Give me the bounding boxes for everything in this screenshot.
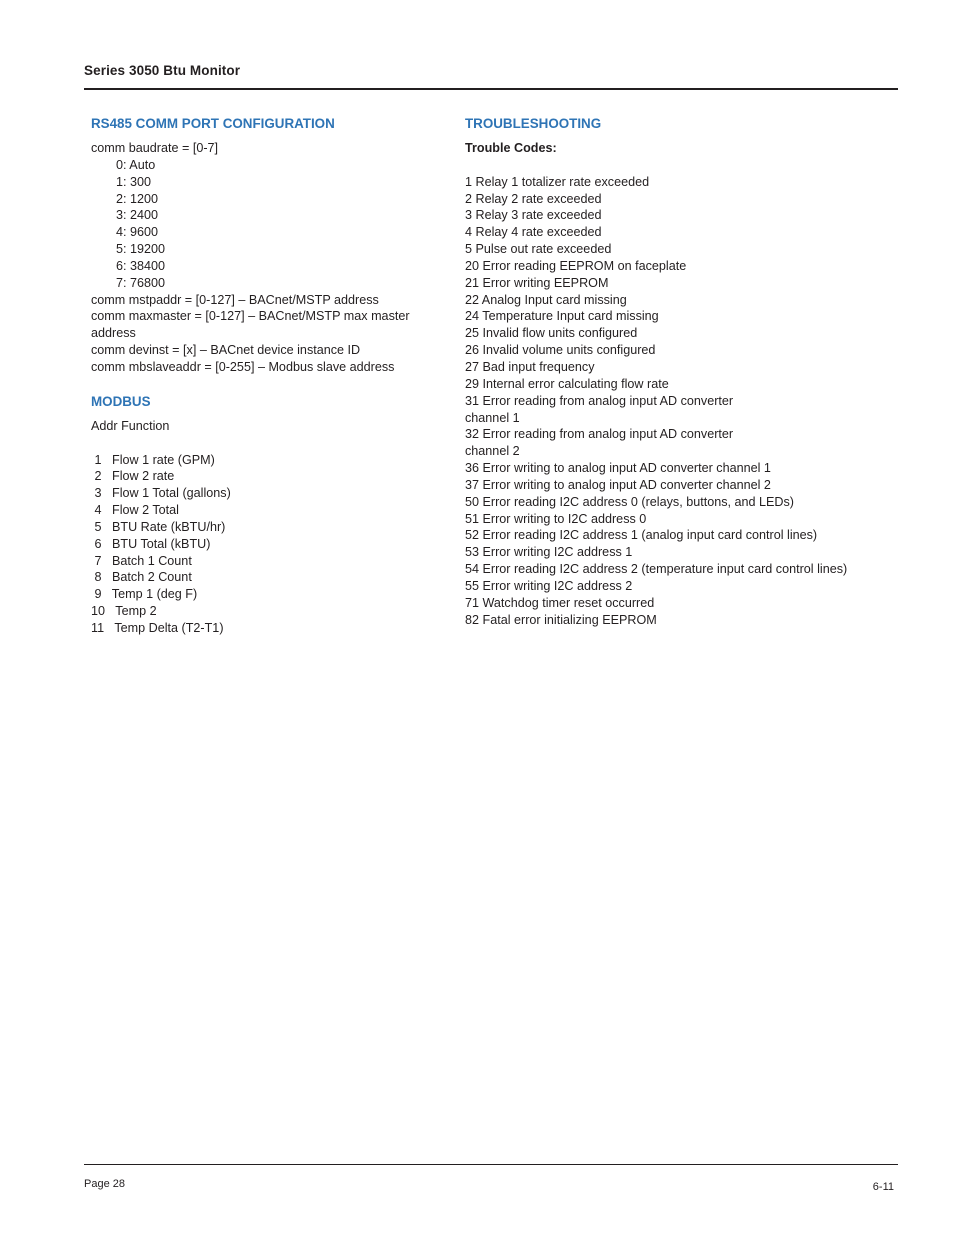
baud-option: 5: 19200 xyxy=(116,242,166,257)
modbus-row: 4 Flow 2 Total xyxy=(91,503,179,518)
trouble-code: 31 Error reading from analog input AD converter channel 1 xyxy=(465,393,734,425)
troubleshooting-heading: TROUBLESHOOTING xyxy=(465,116,602,131)
trouble-code: 54 Error reading I2C address 2 (temperature input card control lines) xyxy=(465,562,848,577)
trouble-code: 36 Error writing to analog input AD converter channel 1 xyxy=(465,461,771,476)
trouble-code: 2 Relay 2 rate exceeded xyxy=(465,191,602,206)
trouble-code: 53 Error writing I2C address 1 xyxy=(465,545,633,560)
trouble-code: 71 Watchdog timer reset occurred xyxy=(465,595,655,610)
modbus-row: 9 Temp 1 (deg F) xyxy=(91,587,198,602)
baudrate-line: comm baudrate = [0-7] xyxy=(91,141,219,155)
modbus-heading: MODBUS xyxy=(91,393,151,409)
trouble-code: 51 Error writing to I2C address 0 xyxy=(465,511,647,526)
modbus-row: 10 Temp 2 xyxy=(91,604,157,619)
trouble-codes-subheading: Trouble Codes: xyxy=(465,141,557,155)
baud-option: 7: 76800 xyxy=(116,275,166,290)
trouble-code: 26 Invalid volume units configured xyxy=(465,343,656,358)
page-header-title: Series 3050 Btu Monitor xyxy=(84,63,241,78)
trouble-code: 82 Fatal error initializing EEPROM xyxy=(465,612,657,627)
modbus-row: 3 Flow 1 Total (gallons) xyxy=(91,486,231,501)
modbus-column-header: Addr Function xyxy=(91,418,170,433)
baud-option: 3: 2400 xyxy=(116,208,159,223)
trouble-code: 20 Error reading EEPROM on faceplate xyxy=(465,258,687,273)
right-column xyxy=(465,115,885,628)
trouble-code: 24 Temperature Input card missing xyxy=(465,309,659,324)
modbus-row: 5 BTU Rate (kBTU/hr) xyxy=(91,519,226,534)
maxmaster-line: comm maxmaster = [0-127] – BACnet/MSTP max master address xyxy=(91,309,410,341)
trouble-code: 52 Error reading I2C address 1 (analog input card control lines) xyxy=(465,528,818,543)
baud-option: 2: 1200 xyxy=(116,191,159,206)
footer-divider xyxy=(84,1164,898,1165)
trouble-code: 22 Analog Input card missing xyxy=(465,292,627,307)
modbus-row: 2 Flow 2 rate xyxy=(91,469,175,484)
modbus-row: 7 Batch 1 Count xyxy=(91,553,192,568)
baud-option: 6: 38400 xyxy=(116,258,166,273)
trouble-code: 21 Error writing EEPROM xyxy=(465,275,609,290)
mstpaddr-line: comm mstpaddr = [0-127] – BACnet/MSTP address xyxy=(91,292,379,307)
baud-option: 1: 300 xyxy=(116,174,152,189)
header-divider xyxy=(84,88,898,90)
trouble-code: 5 Pulse out rate exceeded xyxy=(465,242,612,257)
trouble-code: 25 Invalid flow units configured xyxy=(465,326,638,341)
page-number: Page 28 xyxy=(84,1178,125,1190)
devinst-line: comm devinst = [x] – BACnet device instance ID xyxy=(91,343,361,358)
baud-option: 4: 9600 xyxy=(116,225,159,240)
modbus-row: 6 BTU Total (kBTU) xyxy=(91,536,211,551)
modbus-row: 11 Temp Delta (T2-T1) xyxy=(91,620,224,635)
trouble-code: 4 Relay 4 rate exceeded xyxy=(465,225,602,240)
rs485-heading: RS485 COMM PORT CONFIGURATION xyxy=(91,116,335,131)
baud-option: 0: Auto xyxy=(116,157,156,172)
modbus-row: 1 Flow 1 rate (GPM) xyxy=(91,452,215,467)
trouble-code: 55 Error writing I2C address 2 xyxy=(465,578,633,593)
trouble-code: 3 Relay 3 rate exceeded xyxy=(465,208,602,223)
mbslaveaddr-line: comm mbslaveaddr = [0-255] – Modbus slave address xyxy=(91,359,395,374)
revision-code: 6-11 xyxy=(872,1181,894,1193)
trouble-code: 32 Error reading from analog input AD converter channel 2 xyxy=(465,427,734,459)
left-column xyxy=(91,115,436,637)
trouble-code: 50 Error reading I2C address 0 (relays, buttons, and LEDs) xyxy=(465,494,794,509)
trouble-code: 29 Internal error calculating flow rate xyxy=(465,376,669,391)
trouble-code: 37 Error writing to analog input AD converter channel 2 xyxy=(465,477,771,492)
modbus-row: 8 Batch 2 Count xyxy=(91,570,192,585)
trouble-code: 27 Bad input frequency xyxy=(465,359,595,374)
trouble-code: 1 Relay 1 totalizer rate exceeded xyxy=(465,174,650,189)
